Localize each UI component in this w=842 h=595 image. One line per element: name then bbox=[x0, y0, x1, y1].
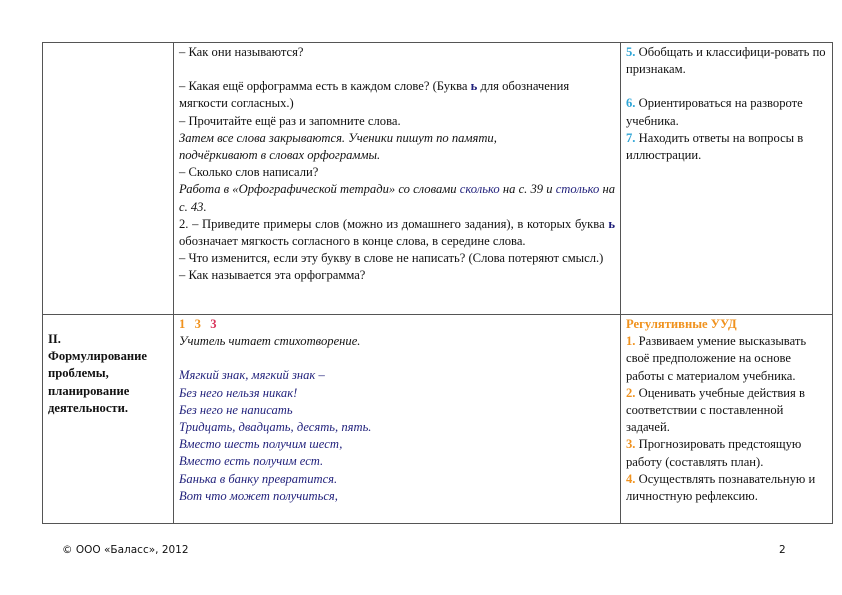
content-line: – Какая ещё орфограмма есть в каждом слове? (Буква ь для обозначения мягкости согласных.) bbox=[179, 79, 570, 111]
skill-item: 1. Развиваем умение высказывать своё предположение на основе работы с материалом учебника. bbox=[626, 334, 807, 383]
skill-number: 3. bbox=[626, 437, 636, 452]
poem-line: Без него не написать bbox=[179, 402, 293, 417]
copyright-footer: © ООО «Баласс», 2012 bbox=[62, 544, 189, 556]
skill-item: 6. Ориентироваться на развороте учебника. bbox=[626, 96, 803, 128]
content-line: – Что изменится, если эту букву в слове не написать? (Слова потеряют смысл.) bbox=[179, 251, 604, 266]
poem-line: Без него нельзя никак! bbox=[179, 385, 298, 400]
uud-title: Регулятивные УУД bbox=[626, 317, 737, 331]
content-line: – Прочитайте ещё раз и запомните слова. bbox=[179, 113, 401, 128]
poem-line: Вместо шесть получим шест, bbox=[179, 437, 343, 452]
skill-number: 1. bbox=[626, 334, 636, 349]
skill-number: 2. bbox=[626, 385, 636, 400]
poem-line: Банька в банку превратится. bbox=[179, 471, 338, 486]
content-line: 2. – Приведите примеры слов (можно из домашнего задания), в которых буква ь обозначает мягкость согласного в конце слова, в середине слова. bbox=[179, 216, 615, 249]
skill-item: 2. Оценивать учебные действия в соответствии с поставленной задачей. bbox=[626, 385, 805, 435]
instruction-line: Затем все слова закрываются. Ученики пишут по памяти, подчёркивают в словах орфограммы. bbox=[179, 130, 497, 163]
stage-cell: II. Формулирование проблемы, планирование деятельности. bbox=[43, 315, 174, 524]
content-line: – Как называется эта орфограмма? bbox=[179, 268, 366, 283]
skills-cell bbox=[621, 43, 833, 315]
word-stolko: столько bbox=[555, 182, 600, 197]
lesson-plan-table bbox=[42, 42, 833, 524]
skills-cell bbox=[621, 315, 833, 524]
skill-item: 5. Обобщать и классифици-ровать по признакам. bbox=[626, 45, 826, 77]
table-row bbox=[43, 43, 833, 315]
skill-number: 6. bbox=[626, 96, 636, 111]
poem-line: Вот что может получиться, bbox=[179, 488, 338, 503]
content-cell bbox=[174, 43, 621, 315]
stage-cell-empty bbox=[43, 43, 174, 315]
poem-line: Мягкий знак, мягкий знак – bbox=[179, 368, 325, 383]
page-number: 2 bbox=[779, 544, 786, 556]
word-skolko: сколько bbox=[459, 182, 500, 197]
soft-sign-letter: ь bbox=[608, 216, 615, 231]
skill-number: 4. bbox=[626, 471, 636, 486]
soft-sign-letter: ь bbox=[470, 79, 478, 94]
table-row bbox=[43, 315, 833, 524]
poem-line: Вместо есть получим ест. bbox=[179, 454, 324, 469]
skill-item: 3. Прогнозировать предстоящую работу (составлять план). bbox=[626, 437, 802, 469]
skill-item: 7. Находить ответы на вопросы в иллюстрации. bbox=[626, 130, 804, 163]
teacher-instruction: Учитель читает стихотворение. bbox=[179, 334, 361, 349]
workbook-line: Работа в «Орфографической тетради» со словами сколько на с. 39 и столько на с. 43. bbox=[179, 182, 616, 214]
difficulty-marks: 1 3 3 bbox=[179, 317, 218, 331]
content-cell bbox=[174, 315, 621, 524]
skill-number: 5. bbox=[626, 45, 636, 59]
poem-line: Тридцать, двадцать, десять, пять. bbox=[179, 420, 372, 435]
content-line: – Как они называются? bbox=[179, 45, 304, 59]
content-line: – Сколько слов написали? bbox=[179, 165, 319, 180]
skill-item: 4. Осуществлять познавательную и личностную рефлексию. bbox=[626, 471, 816, 504]
skill-number: 7. bbox=[626, 130, 636, 145]
